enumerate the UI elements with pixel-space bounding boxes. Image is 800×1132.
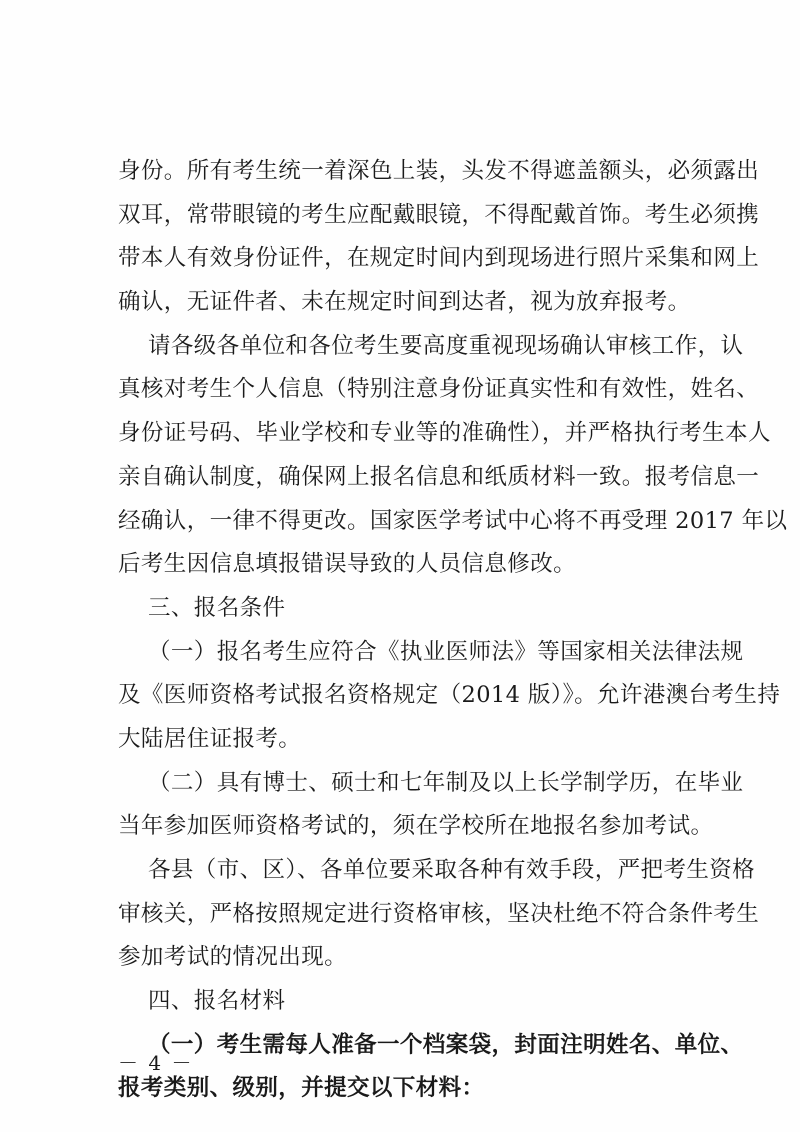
text-line: 身份。所有考生统一着深色上装，头发不得遮盖额头，必须露出 — [118, 158, 760, 184]
text-line: （二）具有博士、硕士和七年制及以上长学制学历，在毕业 — [148, 769, 744, 796]
section-heading-registration-materials: 四、报名材料 — [148, 988, 286, 1015]
document-body — [118, 150, 788, 1111]
text-line: 请各级各单位和各位考生要高度重视现场确认审核工作，认 — [148, 332, 744, 359]
text-line: 大陆居住证报考。 — [118, 725, 302, 752]
text-line: 报考类别、级别，并提交以下材料： — [118, 1075, 485, 1102]
text-line: 双耳，常带眼镜的考生应配戴眼镜，不得配戴首饰。考生必须携 — [118, 201, 760, 228]
text-line: 经确认，一律不得更改。国家医学考试中心将不再受理 2017 年以 — [118, 507, 788, 534]
text-line: 当年参加医师资格考试的，须在学校所在地报名参加考试。 — [118, 813, 714, 840]
section-heading-registration-conditions: 三、报名条件 — [148, 594, 286, 621]
text-line: （一）报名考生应符合《执业医师法》等国家相关法律法规 — [148, 638, 744, 665]
text-line: （一）考生需每人准备一个档案袋，封面注明姓名、单位、 — [148, 1031, 744, 1058]
paragraph-review — [118, 325, 788, 587]
text-line: 亲自确认制度，确保网上报名信息和纸质材料一致。报考信息一 — [118, 463, 760, 490]
paragraph-condition-2 — [118, 762, 744, 849]
paragraph-identity — [118, 150, 760, 325]
text-line: 审核关，严格按照规定进行资格审核，坚决杜绝不符合条件考生 — [118, 900, 760, 927]
text-line: 确认，无证件者、未在规定时间到达者，视为放弃报考。 — [118, 289, 691, 316]
text-line: 真核对考生个人信息（特别注意身份证真实性和有效性，姓名、 — [118, 376, 760, 403]
paragraph-materials-1 — [118, 1024, 744, 1111]
page-number: － 4 － — [118, 1051, 194, 1075]
text-line: 带本人有效身份证件，在规定时间内到现场进行照片采集和网上 — [118, 245, 760, 272]
text-line: 身份证号码、毕业学校和专业等的准确性），并严格执行考生本人 — [118, 420, 771, 447]
paragraph-condition-1 — [118, 631, 781, 762]
text-line: 各县（市、区）、各单位要采取各种有效手段，严把考生资格 — [148, 857, 756, 883]
text-line: 后考生因信息填报错误导致的人员信息修改。 — [118, 551, 577, 578]
text-line: 参加考试的情况出现。 — [118, 944, 348, 971]
text-line: 及《医师资格考试报名资格规定（2014 版）》。允许港澳台考生持 — [118, 682, 781, 709]
paragraph-condition-note — [118, 849, 760, 980]
